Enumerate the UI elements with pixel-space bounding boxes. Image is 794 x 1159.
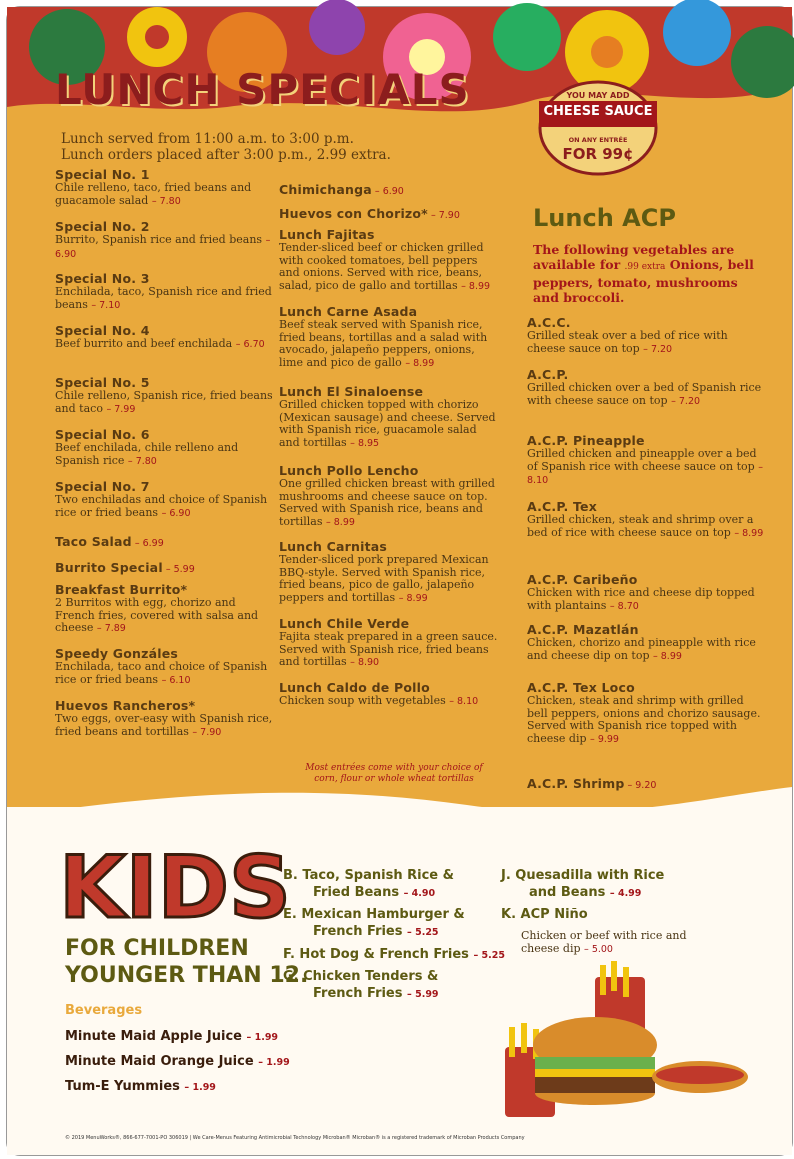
menu-item-desc [55, 234, 275, 261]
kids-subtitle-line-1: FOR CHILDREN [65, 936, 249, 961]
acp-intro-price: .99 extra [624, 262, 666, 272]
menu-item-name: Lunch Caldo de Pollo [279, 680, 430, 695]
menu-item-name: A.C.C. [527, 315, 571, 330]
menu-item-description: Chile relleno, Spanish rice, fried beans and taco [55, 389, 273, 415]
menu-item-description: Chicken soup with vegetables [279, 694, 446, 707]
menu-item-desc [527, 448, 767, 488]
menu-item-price-value: 7.99 [114, 403, 136, 415]
menu-item-desc [279, 319, 499, 370]
menu-item-price-value: 8.99 [333, 516, 355, 528]
menu-item-price: – 6.90 [55, 235, 271, 260]
menu-item-description: Tender-sliced pork prepared Mexican BBQ-style. Served with Spanish rice, fried beans, pico de gallo, jalapeño peppers and tortillas [279, 553, 489, 604]
menu-item-name: Special No. 5 [55, 375, 150, 390]
kids-item-line-1: K. ACP Niño [501, 907, 588, 922]
menu-item-price: – 8.10 [527, 461, 763, 486]
menu-item-price: – 6.99 [131, 538, 164, 549]
kids-item-k [501, 906, 588, 923]
menu-item-name: Lunch Chile Verde [279, 616, 410, 631]
beverage-item [65, 1029, 278, 1044]
menu-item [55, 646, 275, 687]
kids-item-b: B. Taco, Spanish Rice & Fried Beans – 4.90 [283, 868, 454, 900]
menu-item-price: – 8.99 [461, 280, 491, 292]
menu-page [6, 6, 793, 1156]
menu-item-price: – 6.10 [161, 674, 191, 686]
menu-item-desc [55, 494, 275, 520]
menu-item [55, 219, 275, 261]
badge-line-3: ON ANY ENTRÉE [568, 136, 628, 144]
menu-item-price: – 8.10 [449, 696, 479, 707]
menu-item-description: Grilled chicken and pineapple over a bed of Spanish rice with cheese sauce on top [527, 447, 757, 473]
cheese-sauce-badge [537, 79, 659, 177]
menu-item-desc [279, 631, 499, 670]
menu-item-price: – 7.90 [427, 210, 460, 221]
menu-item [279, 203, 499, 222]
menu-item-price: – 8.90 [350, 657, 380, 668]
menu-item [55, 167, 275, 208]
menu-item-price: – 7.10 [91, 299, 121, 311]
menu-item-name: Special No. 4 [55, 323, 150, 338]
menu-item-name: Lunch Pollo Lencho [279, 463, 419, 478]
menu-item-price-value: 6.90 [55, 248, 77, 260]
menu-item-price: – 8.99 [405, 357, 435, 369]
menu-item-price-value: 7.20 [678, 395, 701, 407]
menu-item-price-value: 8.10 [457, 696, 479, 707]
menu-item [55, 582, 275, 636]
menu-item-name: A.C.P. Tex [527, 499, 597, 514]
menu-item-price: – 7.90 [192, 726, 222, 738]
menu-item-desc [279, 695, 499, 709]
menu-item [527, 622, 767, 663]
acp-intro [533, 242, 763, 305]
menu-item-price-value: 5.99 [173, 564, 195, 575]
menu-item-desc [527, 587, 767, 613]
kids-item-line-1: B. Taco, Spanish Rice & [283, 868, 454, 883]
badge-line-1: YOU MAY ADD [566, 91, 630, 100]
menu-item-desc [527, 330, 767, 356]
menu-item-price-value: 6.70 [243, 339, 265, 350]
menu-item-price-value: 8.90 [357, 657, 380, 668]
menu-item-description: Grilled steak over a bed of rice with cheese sauce on top [527, 329, 728, 355]
beverage-price: – 1.99 [184, 1082, 216, 1093]
menu-item-description: 2 Burritos with egg, chorizo and French fries, covered with salsa and cheese [55, 596, 259, 634]
menu-item [55, 323, 275, 352]
menu-item-name: Special No. 7 [55, 479, 150, 494]
menu-item-price: – 8.95 [350, 437, 380, 449]
menu-item-price: – 7.89 [96, 623, 126, 634]
menu-item-description: Grilled chicken, steak and shrimp over a bed of rice with cheese sauce on top [527, 513, 754, 539]
menu-item-price: – 8.99 [652, 650, 682, 662]
menu-item-price: – 7.99 [106, 403, 136, 415]
menu-item-price-value: 8.10 [527, 475, 549, 486]
menu-item-description: Chicken, chorizo and pineapple with rice and cheese dip on top [527, 636, 756, 662]
footer-copyright: © 2019 MenuWorks®, 866-677-7001-PO 306019 | We Care-Menus Featuring Antimicrobial Technology Microban® Microban® is a registered trademark of Microban Products Company [65, 1135, 525, 1141]
beverage-item [65, 1054, 290, 1069]
acp-intro-veggies: Onions, bell peppers, tomato, mushrooms and broccoli. [533, 257, 754, 305]
menu-item-price: – 7.80 [127, 455, 157, 467]
page-title: LUNCH SPECIALS [55, 65, 470, 114]
menu-item-price: – 6.70 [235, 339, 265, 350]
menu-item-description: Beef steak served with Spanish rice, fried beans, tortillas and a salad with avocado, jalapeño peppers, onions, lime and pico de gallo [279, 318, 488, 369]
menu-item-price: – 5.99 [162, 564, 195, 575]
kids-item-line-2: French Fries [313, 986, 403, 1001]
menu-item-name: A.C.P. Shrimp [527, 776, 625, 791]
menu-item-price-value: 8.95 [357, 437, 380, 449]
kids-item-j: J. Quesadilla with Rice and Beans – 4.99 [501, 868, 665, 900]
menu-item-price: – 8.99 [325, 516, 355, 528]
menu-item-description: One grilled chicken breast with grilled mushrooms and cheese sauce on top. Served with Spanish rice, beans and tortillas [279, 477, 495, 528]
menu-item-price-value: 6.10 [169, 674, 191, 686]
beverage-name: Minute Maid Orange Juice [65, 1054, 254, 1069]
menu-item-price: – 9.99 [590, 733, 619, 745]
menu-item [527, 572, 767, 613]
menu-item-desc [55, 390, 275, 416]
menu-item [279, 616, 499, 670]
kids-item-desc: Chicken or beef with rice and cheese dip [521, 929, 687, 955]
menu-item [55, 698, 275, 739]
kids-item-price: 5.25 [415, 927, 439, 938]
menu-item-price-value: 8.99 [660, 650, 682, 662]
menu-item-price-value: 6.90 [169, 507, 191, 519]
kids-item-price: 4.90 [411, 888, 436, 899]
menu-item-price-value: 7.10 [99, 299, 121, 311]
menu-item-name: Lunch Carnitas [279, 539, 388, 554]
menu-item-desc [527, 382, 767, 408]
menu-item-description: Tender-sliced beef or chicken grilled with cooked tomatoes, bell peppers and onions. Served with rice, beans, salad, pico de gallo and tortillas [279, 241, 484, 292]
beverage-price-value: 1.99 [254, 1032, 279, 1043]
menu-item-description: Grilled chicken over a bed of Spanish rice with cheese sauce on top [527, 381, 762, 407]
menu-item-name: A.C.P. [527, 367, 569, 382]
menu-item-price-value: 8.99 [468, 280, 491, 292]
menu-item-desc [279, 242, 499, 293]
menu-item [55, 479, 275, 520]
beverage-price: – 1.99 [246, 1032, 279, 1043]
menu-item-name: Speedy Gonzáles [55, 646, 179, 661]
menu-item [55, 375, 275, 416]
menu-item-desc [55, 597, 275, 636]
menu-item-desc [55, 442, 275, 468]
menu-item-desc [55, 286, 275, 312]
beverage-price-value: 1.99 [192, 1082, 216, 1093]
menu-item-desc [527, 514, 767, 540]
menu-item-name: Lunch El Sinaloense [279, 384, 424, 399]
menu-item-price: – 8.99 [734, 527, 764, 539]
badge-line-4: FOR 99¢ [562, 145, 634, 163]
kids-item-line-2: French Fries [313, 924, 403, 939]
menu-item-desc [527, 637, 767, 663]
menu-item-price-value: 8.70 [617, 600, 639, 612]
menu-item-desc [55, 338, 275, 352]
menu-item-name: Huevos con Chorizo* [279, 206, 428, 221]
menu-item-name: Special No. 1 [55, 167, 150, 182]
menu-item [55, 531, 275, 550]
kids-item-line-1: G. Chicken Tenders & [283, 969, 439, 984]
menu-item [55, 271, 275, 312]
menu-item-desc [55, 661, 275, 687]
menu-item-price-value: 7.80 [159, 195, 181, 207]
kids-item-price: 4.99 [617, 888, 642, 899]
menu-item-description: Chicken with rice and cheese dip topped with plantains [527, 586, 755, 612]
menu-item [279, 179, 499, 198]
kids-item-line-1: E. Mexican Hamburger & [283, 907, 465, 922]
menu-item [279, 227, 499, 293]
menu-item-price-value: 7.90 [438, 210, 460, 221]
menu-item-name: Special No. 6 [55, 427, 150, 442]
menu-item-name: Taco Salad [55, 534, 132, 549]
menu-item-price: – 7.20 [671, 395, 701, 407]
beverage-name: Minute Maid Apple Juice [65, 1029, 242, 1044]
menu-item [279, 463, 499, 529]
menu-item-desc [279, 399, 499, 450]
menu-item-description: Burrito, Spanish rice and fried beans [55, 233, 263, 246]
menu-item-description: Two enchiladas and choice of Spanish rice or fried beans [55, 493, 268, 519]
kids-subtitle [65, 935, 308, 989]
menu-item-desc [55, 182, 275, 208]
kids-logo [55, 833, 291, 938]
kids-item-line-2: and Beans [529, 885, 606, 900]
menu-item [527, 315, 767, 356]
menu-item-description: Chile relleno, taco, fried beans and guacamole salad [55, 181, 252, 207]
hours-line-1: Lunch served from 11:00 a.m. to 3:00 p.m. [61, 131, 354, 147]
kids-item-k-desc: Chicken or beef with rice and cheese dip – 5.00 [521, 929, 687, 955]
menu-item-name: A.C.P. Mazatlán [527, 622, 639, 637]
menu-item-price-value: 8.99 [742, 527, 764, 539]
burger-fries-illustration [495, 957, 755, 1127]
menu-item-price-value: 6.90 [382, 186, 404, 197]
lunch-hours [61, 131, 391, 163]
kids-item-e: E. Mexican Hamburger & French Fries – 5.25 [283, 907, 465, 939]
menu-item [527, 433, 767, 488]
menu-item-name: Special No. 3 [55, 271, 150, 286]
menu-item-price: – 6.90 [371, 186, 404, 197]
menu-item [279, 384, 499, 450]
kids-item-price: 5.25 [481, 950, 505, 961]
menu-item-price-value: 7.80 [135, 455, 157, 467]
menu-item-price: – 8.70 [609, 600, 639, 612]
menu-item-description: Chicken, steak and shrimp with grilled bell peppers, onions and chorizo sausage. Served with Spanish rice topped with cheese dip [527, 694, 761, 745]
beverage-item [65, 1079, 216, 1094]
menu-item-price: – 9.20 [624, 780, 657, 791]
menu-item-name: Special No. 2 [55, 219, 150, 234]
menu-item-name: A.C.P. Caribeño [527, 572, 638, 587]
menu-item-description: Enchilada, taco and choice of Spanish rice or fried beans [55, 660, 268, 686]
menu-item-price: – 8.99 [398, 592, 428, 604]
beverage-price: – 1.99 [258, 1057, 290, 1068]
menu-item-name: Burrito Special [55, 560, 163, 575]
menu-item [527, 367, 767, 408]
menu-item-name: A.C.P. Tex Loco [527, 680, 635, 695]
menu-item-description: Beef enchilada, chile relleno and Spanish rice [55, 441, 239, 467]
menu-item-description: Fajita steak prepared in a green sauce. Served with Spanish rice, fried beans and tortillas [279, 630, 498, 668]
menu-item-name: Lunch Carne Asada [279, 304, 418, 319]
kids-item-f: F. Hot Dog & French Fries – 5.25 [283, 947, 505, 962]
menu-item [527, 680, 767, 746]
kids-item-price: 5.00 [591, 944, 613, 955]
menu-item-desc [279, 478, 499, 529]
menu-item [279, 539, 499, 605]
menu-item-price-value: 9.20 [635, 780, 657, 791]
menu-item-name: Chimichanga [279, 182, 372, 197]
menu-item-price: – 7.20 [643, 343, 673, 355]
kids-subtitle-line-2: YOUNGER THAN 12. [65, 963, 309, 988]
beverage-price-value: 1.99 [266, 1057, 290, 1068]
menu-item-name: Breakfast Burrito* [55, 582, 188, 597]
menu-item [55, 557, 275, 576]
menu-item-description: Enchilada, taco, Spanish rice and fried beans [55, 285, 272, 311]
kids-item-line-1: F. Hot Dog & French Fries [283, 947, 469, 962]
menu-item-price: – 6.90 [161, 507, 191, 519]
kids-item-g: G. Chicken Tenders & French Fries – 5.99 [283, 969, 439, 1001]
menu-item [55, 427, 275, 468]
menu-item [279, 304, 499, 370]
beverages-heading: Beverages [65, 1003, 143, 1018]
beverage-name: Tum-E Yummies [65, 1079, 180, 1094]
acp-title: Lunch ACP [533, 204, 676, 232]
menu-item-price-value: 6.99 [142, 538, 164, 549]
menu-item-price-value: 8.99 [413, 357, 435, 369]
menu-item-price-value: 7.90 [200, 726, 222, 738]
kids-logo-text: KIDS [59, 838, 291, 938]
menu-item-name: Lunch Fajitas [279, 227, 375, 242]
menu-item [279, 680, 499, 709]
menu-item [527, 499, 767, 540]
menu-item-description: Grilled chicken topped with chorizo (Mexican sausage) and cheese. Served with Spanish rice, guacamole salad and tortillas [279, 398, 496, 449]
menu-item-price: – 7.80 [151, 195, 181, 207]
menu-item-desc [527, 695, 767, 746]
menu-item-desc [279, 554, 499, 605]
menu-item-description: Beef burrito and beef enchilada [55, 337, 233, 350]
acp-intro-text: The following vegetables are available for [533, 242, 735, 272]
menu-item-desc [55, 713, 275, 739]
menu-item-price-value: 8.99 [406, 592, 428, 604]
menu-item-price-value: 7.20 [650, 343, 673, 355]
kids-item-line-1: J. Quesadilla with Rice [501, 868, 665, 883]
menu-item-name: A.C.P. Pineapple [527, 433, 645, 448]
hours-line-2: Lunch orders placed after 3:00 p.m., 2.99 extra. [61, 147, 391, 163]
kids-item-price: 5.99 [415, 989, 439, 1000]
menu-item-price-value: 9.99 [597, 733, 619, 745]
tortilla-note: Most entrées come with your choice of corn, flour or whole wheat tortillas [305, 763, 483, 784]
kids-item-line-2: Fried Beans [313, 885, 400, 900]
menu-item-price-value: 7.89 [104, 623, 126, 634]
badge-line-2: CHEESE SAUCE [543, 104, 653, 119]
menu-item-description: Two eggs, over-easy with Spanish rice, fried beans and tortillas [55, 712, 273, 738]
menu-item-name: Huevos Rancheros* [55, 698, 196, 713]
